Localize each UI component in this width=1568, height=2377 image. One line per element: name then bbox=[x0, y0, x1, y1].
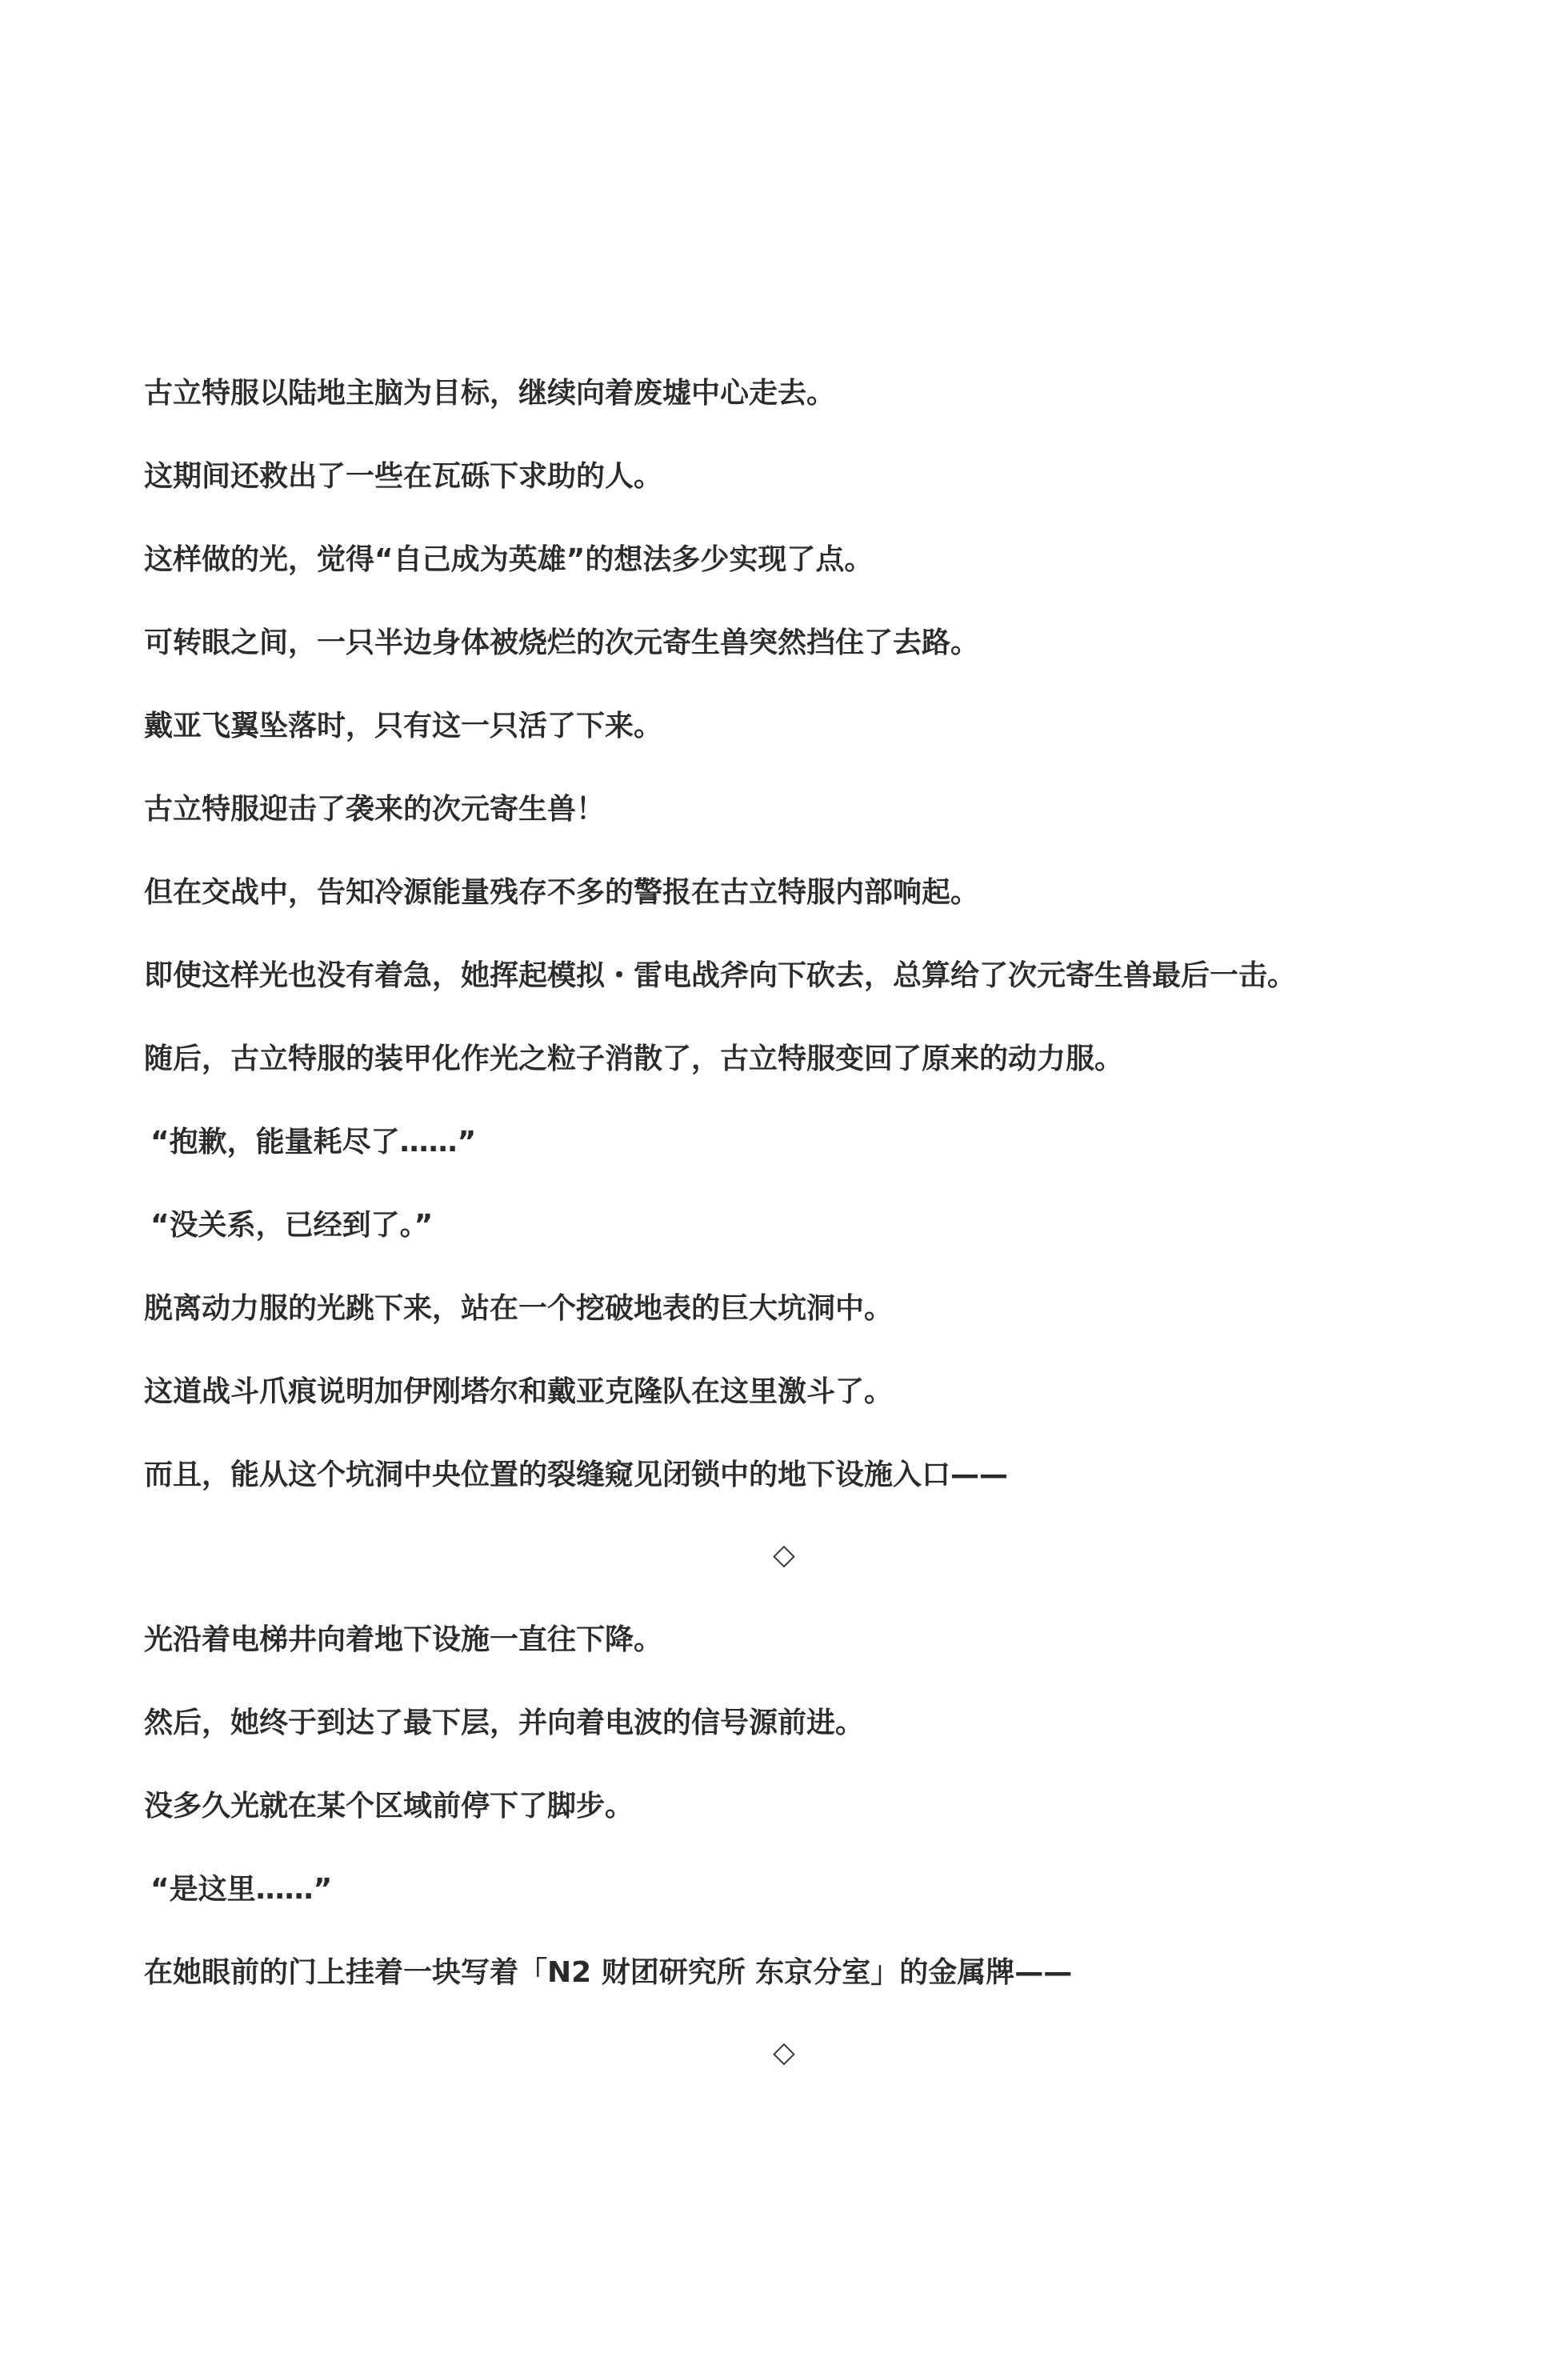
paragraph: 光沿着电梯井向着地下设施一直往下降。 bbox=[144, 1623, 663, 1656]
paragraph: 但在交战中，告知冷源能量残存不多的警报在古立特服内部响起。 bbox=[144, 876, 980, 909]
paragraph: 脱离动力服的光跳下来，站在一个挖破地表的巨大坑洞中。 bbox=[144, 1292, 894, 1325]
paragraph: 然后，她终于到达了最下层，并向着电波的信号源前进。 bbox=[144, 1707, 865, 1739]
paragraph: 可转眼之间，一只半边身体被烧烂的次元寄生兽突然挡住了去路。 bbox=[144, 626, 980, 659]
dialogue-line: “抱歉，能量耗尽了……” bbox=[150, 1126, 477, 1158]
section-separator: ◇ bbox=[773, 1539, 795, 1571]
paragraph: 即使这样光也没有着急，她挥起模拟・雷电战斧向下砍去，总算给了次元寄生兽最后一击。 bbox=[144, 959, 1297, 992]
paragraph: 这道战斗爪痕说明加伊刚塔尔和戴亚克隆队在这里激斗了。 bbox=[144, 1375, 894, 1408]
paragraph: 随后，古立特服的装甲化作光之粒子消散了，古立特服变回了原来的动力服。 bbox=[144, 1042, 1124, 1075]
paragraph: 这期间还救出了一些在瓦砾下求助的人。 bbox=[144, 460, 663, 493]
paragraph: 这样做的光，觉得“自己成为英雄”的想法多少实现了点。 bbox=[144, 543, 874, 576]
section-separator: ◇ bbox=[773, 2036, 795, 2069]
dialogue-line: “没关系，已经到了。” bbox=[150, 1209, 434, 1242]
paragraph: 戴亚飞翼坠落时，只有这一只活了下来。 bbox=[144, 710, 663, 742]
paragraph: 没多久光就在某个区域前停下了脚步。 bbox=[144, 1790, 634, 1823]
paragraph: 古立特服以陆地主脑为目标，继续向着废墟中心走去。 bbox=[144, 377, 836, 410]
paragraph: 古立特服迎击了袭来的次元寄生兽！ bbox=[144, 793, 606, 826]
paragraph: 在她眼前的门上挂着一块写着「N2 财团研究所 东京分室」的金属牌—— bbox=[144, 1956, 1073, 1989]
dialogue-line: “是这里……” bbox=[150, 1873, 333, 1906]
paragraph: 而且，能从这个坑洞中央位置的裂缝窥见闭锁中的地下设施入口—— bbox=[144, 1459, 1009, 1491]
